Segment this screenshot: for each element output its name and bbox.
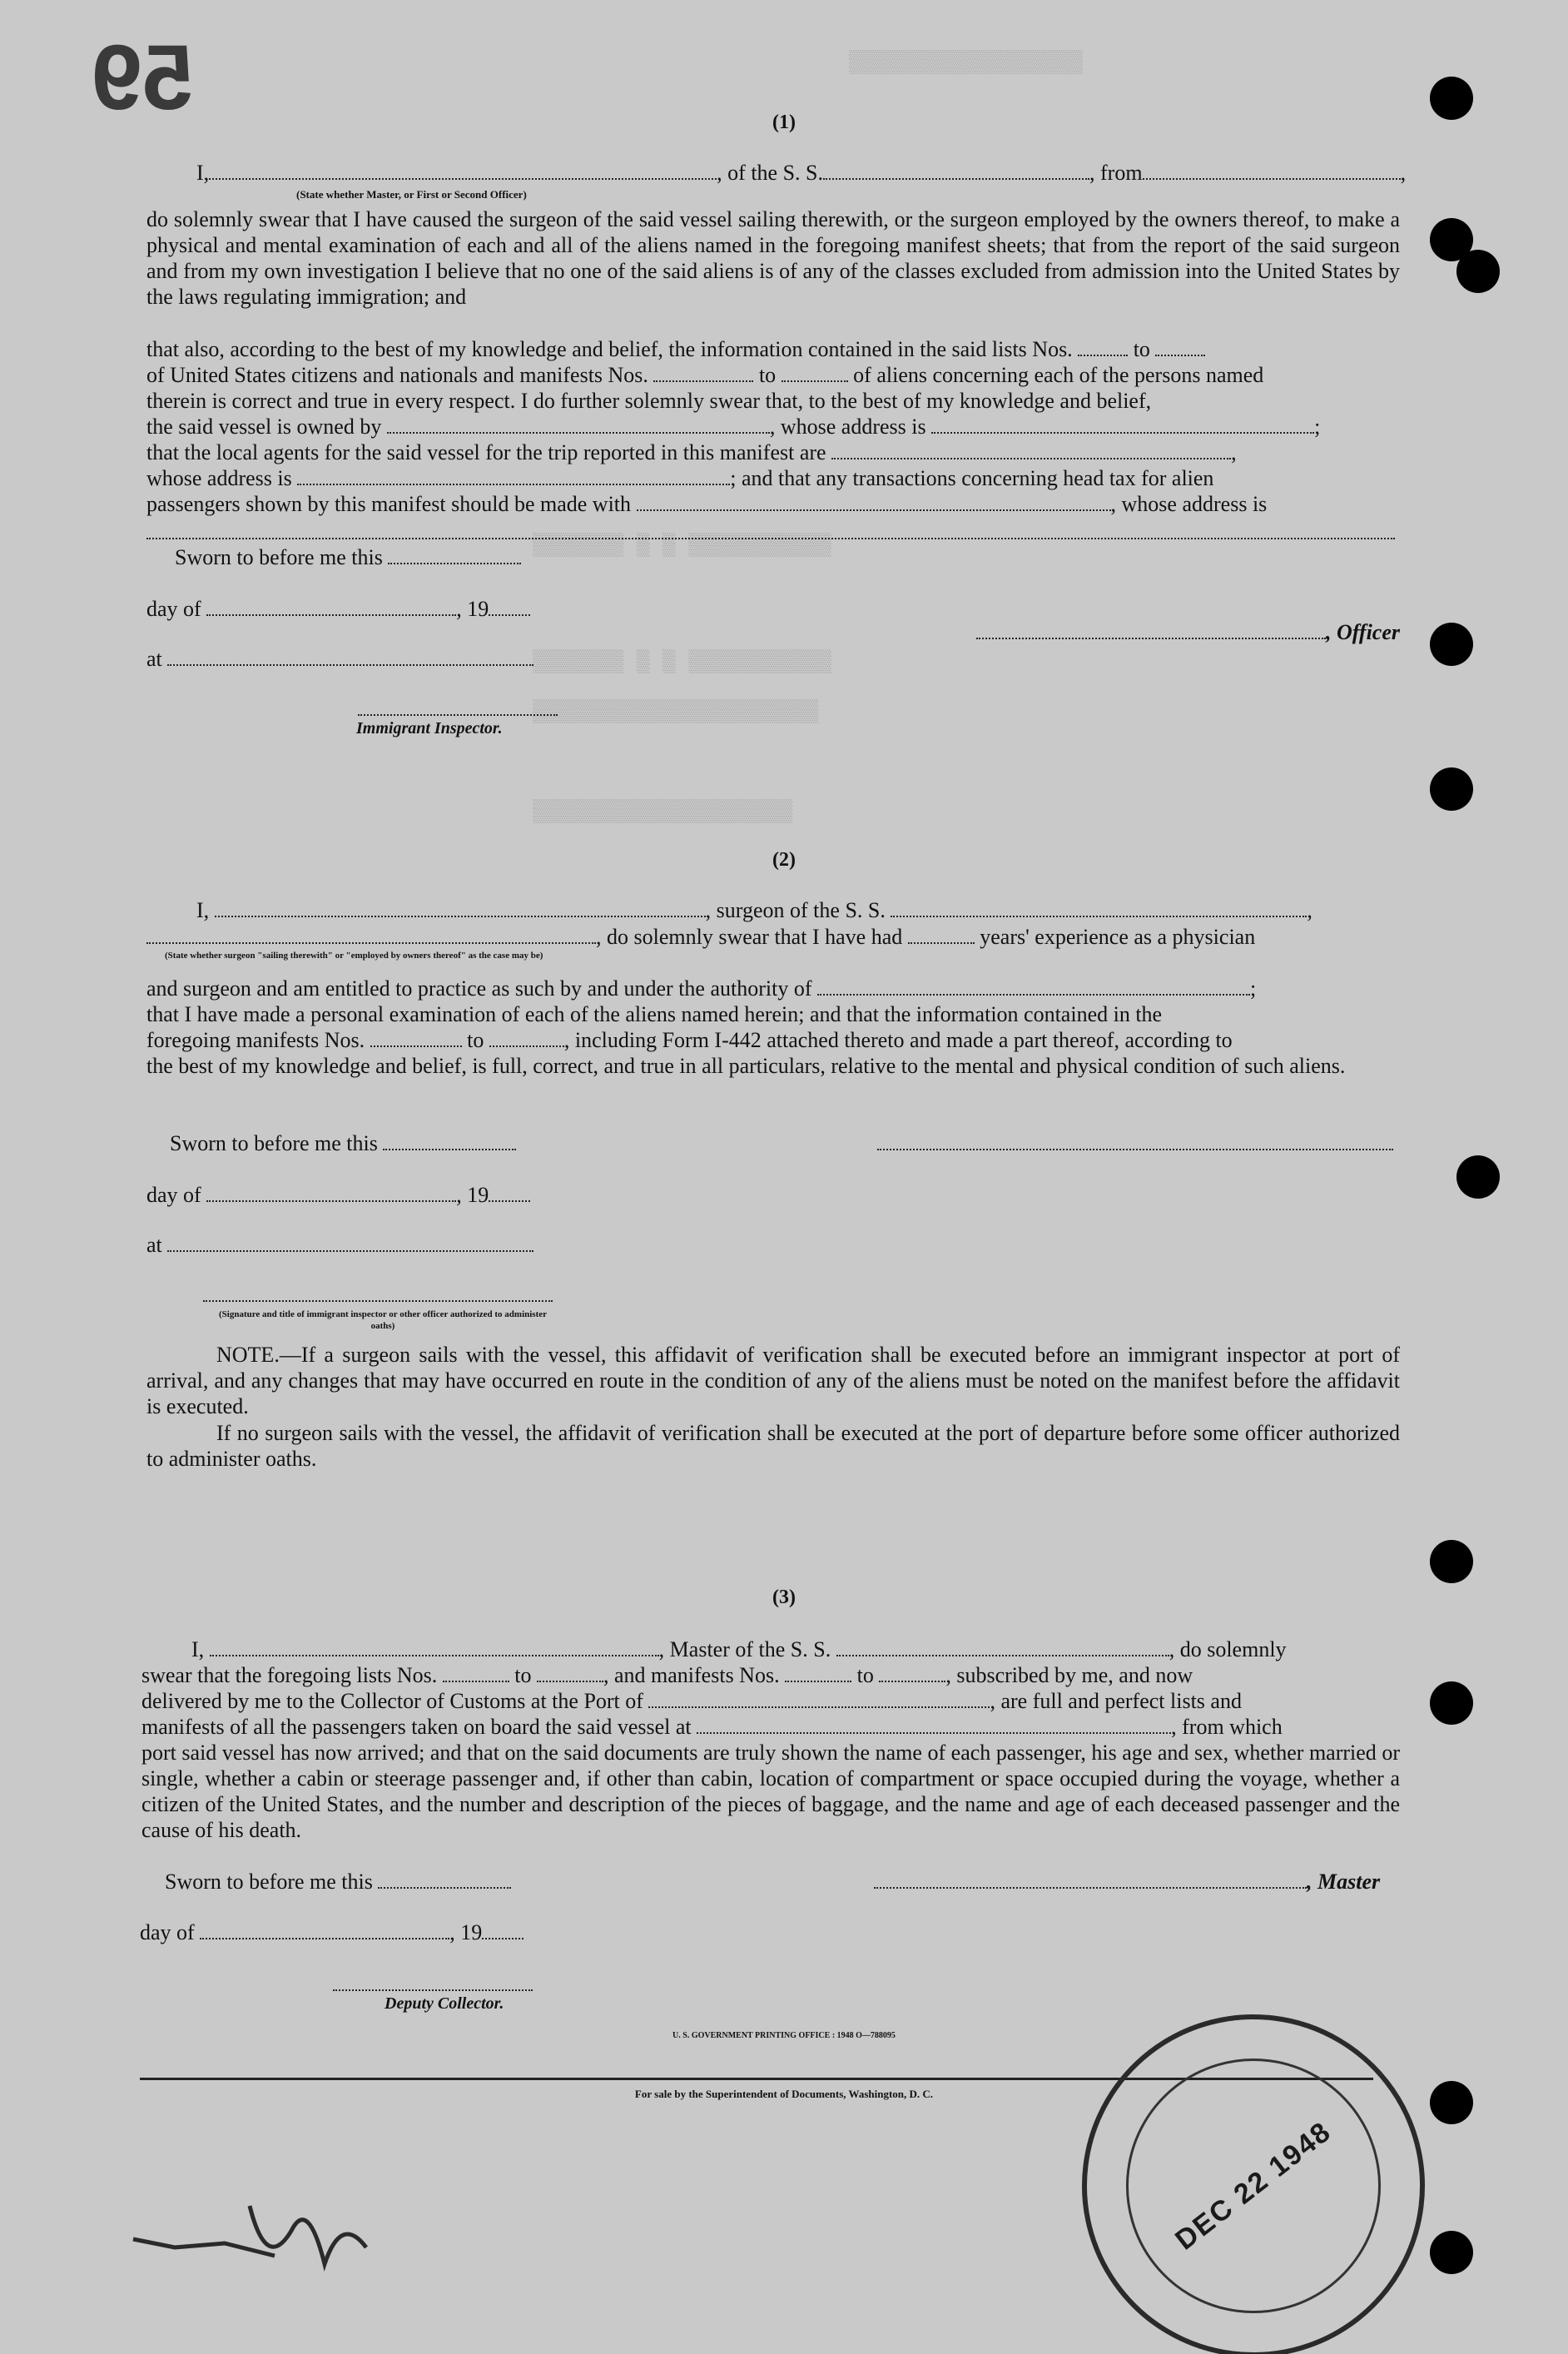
section-1-line-7: whose address is ; and that any transactions concerning head tax for alien <box>146 466 1214 490</box>
surgeon-manifest-from-blank <box>370 1027 462 1047</box>
section-1-number: (1) <box>772 112 796 133</box>
year-blank <box>489 1182 530 1202</box>
section-1-sworn: Sworn to before me this <box>175 544 1428 571</box>
punch-hole <box>1430 767 1473 811</box>
day-blank <box>206 1182 456 1202</box>
at-blank <box>167 1232 533 1252</box>
section-2-paragraph: the best of my knowledge and belief, is full, correct, and true in all particulars, relative to the mental and physical condition of such aliens. <box>146 1054 1346 1078</box>
punch-hole <box>1430 1540 1473 1583</box>
section-2-line-5: foregoing manifests Nos. to , including Form I-442 attached thereto and made a part thereof, according to <box>146 1028 1233 1052</box>
master-name-blank <box>210 1636 659 1656</box>
bleed-through-text: ▒▒▒▒▒▒▒▒▒▒▒▒▒▒▒▒▒▒▒▒▒▒ <box>533 699 819 724</box>
inspector-signature-blank <box>203 1282 561 1309</box>
section-3-line-3: delivered by me to the Collector of Customs at the Port of , are full and perfect lists and <box>141 1689 1242 1713</box>
list-to-blank <box>537 1662 603 1682</box>
list-from-blank <box>1078 336 1128 356</box>
punch-hole <box>1430 1681 1473 1725</box>
day-blank <box>200 1919 449 1939</box>
section-3-paragraph: port said vessel has now arrived; and that on the said documents are truly shown the name of each passenger, his age and sex, whether married or single, whether a cabin or steerage passenger and, if other than cabin, location of compartment or space occupied during the voyage, whether a citizen of the United States, and the number and description of the pieces of baggage, and the name and age of each deceased passenger and the cause of his death. <box>141 1741 1400 1842</box>
master-signature-blank <box>874 1869 1307 1889</box>
section-3-line-4: manifests of all the passengers taken on board the said vessel at , from which <box>141 1715 1283 1739</box>
section-1-officer-note: (State whether Master, or First or Second Officer) <box>296 188 527 201</box>
page-number-mark: 59 <box>92 27 194 129</box>
manifest-to-blank <box>782 362 848 382</box>
head-tax-blank <box>637 491 1111 511</box>
manifest-from-blank <box>653 362 753 382</box>
section-2-line-2: , do solemnly swear that I have had years' experience as a physician <box>146 924 1400 951</box>
master-vessel-blank <box>836 1636 1169 1656</box>
signature-title-note: (Signature and title of immigrant inspector or other officer authorized to administer oaths) <box>218 1309 548 1331</box>
sworn-date-blank <box>378 1869 511 1889</box>
section-2-at: at <box>146 1232 1400 1259</box>
punch-hole <box>1456 250 1500 293</box>
handwritten-mark <box>125 2181 391 2297</box>
owner-blank <box>387 414 770 434</box>
section-3-number: (3) <box>772 1587 796 1608</box>
section-2-sworn: Sworn to before me this <box>170 1130 1423 1157</box>
surgeon-name-blank <box>215 897 706 917</box>
agents-address-blank <box>297 465 730 485</box>
section-1-line-8: passengers shown by this manifest should be made with , whose address is <box>146 492 1268 516</box>
port-blank <box>648 1688 990 1708</box>
section-2-line-3: and surgeon and am entitled to practice as such by and under the authority of ; <box>146 976 1257 1001</box>
surgeon-manifest-to-blank <box>489 1027 564 1047</box>
section-3-master-line: , Master <box>874 1869 1400 1895</box>
section-2-line-1: I, , surgeon of the S. S. , <box>196 898 1312 922</box>
section-1-line-2: that also, according to the best of my knowledge and belief, the information contained in the said lists Nos. to <box>146 336 1400 363</box>
section-2-number: (2) <box>772 849 796 871</box>
list-to-blank <box>1155 336 1205 356</box>
section-1-paragraph: do solemnly swear that I have caused the surgeon of the said vessel sailing therewith, or the surgeon employed by the owners thereof, to make a physical and mental examination of each and all of the aliens named in the foregoing manifest sheets; that from the report of the said surgeon and from my own investigation I believe that no one of the said aliens is of any of the classes excluded from admission into the United States by the laws regulating immigration; and <box>146 207 1400 309</box>
section-1-officer-line: , Officer <box>947 619 1400 646</box>
immigrant-inspector-label: Immigrant Inspector. <box>356 719 503 737</box>
sworn-date-blank <box>388 544 521 564</box>
year-blank <box>489 596 530 616</box>
authority-blank <box>817 976 1250 996</box>
section-1-line-5: the said vessel is owned by , whose address is ; <box>146 415 1321 439</box>
name-blank <box>209 160 717 180</box>
punch-hole <box>1430 2231 1473 2274</box>
gpo-imprint: U. S. GOVERNMENT PRINTING OFFICE : 1948 O—788095 <box>672 2031 896 2040</box>
owner-address-blank <box>931 414 1314 434</box>
bleed-through-text: ▒▒▒▒▒▒▒▒▒▒▒ ▒ ▒ ▒▒▒▒▒▒▒ <box>533 649 831 674</box>
section-1-line-6: that the local agents for the said vessel for the trip reported in this manifest are , <box>146 440 1237 464</box>
address-blank <box>146 519 1395 539</box>
section-1-line-4: therein is correct and true in every respect. I do further solemnly swear that, to the best of my knowledge and belief, <box>146 389 1152 413</box>
section-1-day: day of , 19 <box>146 596 1400 623</box>
agents-blank <box>831 440 1231 459</box>
section-1-line-1: I, , of the S. S. , from , <box>196 161 1407 185</box>
from-blank <box>1143 160 1401 180</box>
date-stamp-inner <box>1074 2007 1432 2354</box>
vessel-blank <box>823 160 1089 180</box>
embark-port-blank <box>697 1714 1171 1734</box>
section-3-sworn: Sworn to before me this <box>165 1869 1418 1895</box>
bleed-through-text: ▒▒▒▒▒▒▒▒▒▒▒▒▒▒▒▒▒▒▒▒ <box>533 799 793 824</box>
section-3-day: day of , 19 <box>140 1919 1393 1946</box>
sworn-date-blank <box>383 1130 516 1150</box>
punch-hole <box>1456 1155 1500 1199</box>
section-3-line-2: swear that the foregoing lists Nos. to , and manifests Nos. to , subscribed by me, and now <box>141 1663 1193 1687</box>
bleed-through-text: ▒▒▒▒▒▒▒▒▒▒▒ ▒ ▒ ▒▒▒▒▒▒▒ <box>533 533 831 558</box>
surgeon-signature-blank <box>877 1130 1400 1157</box>
at-blank <box>167 646 533 666</box>
section-2-note-2: If no surgeon sails with the vessel, the affidavit of verification shall be executed at the port of departure before some officer authorized to administer oaths. <box>146 1421 1400 1471</box>
section-2-surgeon-note: (State whether surgeon "sailing therewith" or "employed by owners thereof" as the case may be) <box>165 951 543 961</box>
section-2-line-4: that I have made a personal examination of each of the aliens named herein; and that the information contained in the <box>146 1002 1163 1026</box>
surgeon-status-blank <box>146 924 596 944</box>
years-blank <box>908 924 975 944</box>
list-from-blank <box>443 1662 509 1682</box>
section-2-note: NOTE.—If a surgeon sails with the vessel, this affidavit of verification shall be executed before an immigrant inspector at port of arrival, and any changes that may have occurred en route in the condition of any of the aliens must be noted on the manifest before the affidavit is executed. <box>146 1343 1400 1418</box>
stamp-date: DEC 22 1948 <box>1169 2115 1337 2257</box>
day-blank <box>206 596 456 616</box>
manifest-from-blank <box>785 1662 851 1682</box>
date-stamp <box>1013 1945 1494 2354</box>
section-1-line-3: of United States citizens and nationals and manifests Nos. to of aliens concerning each of the persons named <box>146 363 1264 387</box>
section-1-line-9 <box>146 519 1400 546</box>
section-1-at: at <box>146 646 1400 673</box>
manifest-to-blank <box>879 1662 945 1682</box>
section-3-line-1: I, , Master of the S. S. , do solemnly <box>191 1637 1287 1661</box>
section-2-day: day of , 19 <box>146 1182 1400 1209</box>
deputy-collector-label: Deputy Collector. <box>385 1994 504 2013</box>
surgeon-vessel-blank <box>891 897 1307 917</box>
sale-notice: For sale by the Superintendent of Documents, Washington, D. C. <box>634 2088 934 2100</box>
bleed-through-text: ▒▒▒▒▒▒▒▒▒▒▒▒▒▒▒▒▒▒ <box>849 50 1083 75</box>
punch-hole <box>1430 623 1473 666</box>
year-blank <box>482 1919 523 1939</box>
officer-signature-blank <box>976 619 1326 639</box>
